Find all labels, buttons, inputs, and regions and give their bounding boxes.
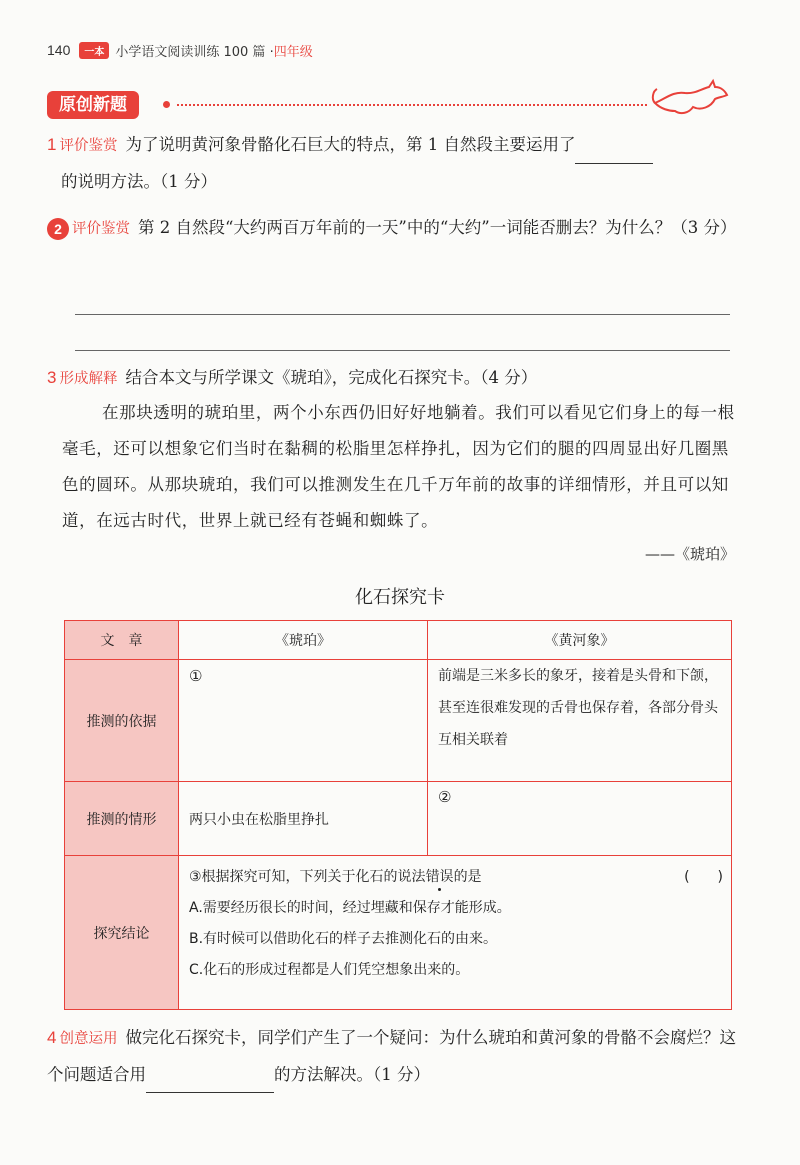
question-text-cont: 的说明方法。（1 分）	[61, 172, 217, 191]
question-2	[47, 210, 737, 247]
row-header: 探究结论	[65, 856, 179, 1010]
question-text: 做完化石探究卡，同学们产生了一个疑问：为什么琥珀和黄河象的骨骼不会腐烂？这个问题适合用	[47, 1028, 736, 1084]
question-1	[47, 127, 737, 200]
banner-dot	[163, 101, 170, 108]
option-c: C.化石的形成过程都是人们凭空想象出来的。	[189, 962, 470, 978]
table-row	[65, 660, 732, 782]
table-row	[65, 856, 732, 1010]
passage-text: 在那块透明的琥珀里，两个小东西仍旧好好地躺着。我们可以看见它们身上的每一根毫毛，还可以想象它们当时在黏稠的松脂里怎样挣扎，因为它们的腿的四周显出好几圈黑色的圆环。从那块琥珀，我们可以推测发生在几千万年前的故事的详细情形，并且可以知道，在远古时代，世界上就已经有苍蝇和蜘蛛了。	[62, 403, 735, 530]
question-3	[47, 360, 737, 397]
answer-line[interactable]	[75, 314, 730, 315]
grade-label: 四年级	[273, 44, 313, 60]
section-banner	[47, 91, 737, 121]
question-tag: 创意运用	[59, 1031, 118, 1047]
choice-question: ③根据探究可知，下列关于化石的说法错误的是 ( )	[189, 862, 721, 893]
answer-parenthesis[interactable]: ( )	[684, 869, 723, 885]
answer-cell-2[interactable]: ②	[428, 782, 732, 856]
answer-line[interactable]	[75, 350, 730, 351]
section-title: 原创新题	[47, 91, 139, 119]
page-number: 140	[47, 42, 71, 58]
series-title: 小学语文阅读训练 100 篇 ·	[115, 44, 274, 60]
question-text: 结合本文与所学课文《琥珀》，完成化石探究卡。（4 分）	[125, 368, 538, 387]
hot-question-badge: 2	[47, 218, 69, 240]
question-4	[47, 1020, 737, 1093]
table-row	[65, 782, 732, 856]
banner-dotted-line	[177, 104, 647, 106]
question-text: 第 2 自然段“大约两百万年前的一天”中的“大约”一词能否删去？为什么？（3 分）	[138, 218, 737, 237]
question-text-cont: 的方法解决。（1 分）	[274, 1065, 430, 1084]
row-header: 推测的依据	[65, 660, 179, 782]
question-number: 4	[47, 1028, 57, 1047]
conclusion-cell	[179, 856, 732, 1010]
card-title: 化石探究卡	[355, 587, 445, 608]
column-header: 《琥珀》	[179, 621, 428, 660]
table-cell: 前端是三米多长的象牙，接着是头骨和下颌，甚至连很难发现的舌骨也保存着，各部分骨头互相关联着	[428, 660, 732, 782]
leaping-cat-icon	[651, 77, 731, 117]
question-tag: 评价鉴赏	[72, 221, 130, 237]
question-text: 为了说明黄河象骨骼化石巨大的特点，第 1 自然段主要运用了	[125, 135, 576, 154]
answer-blank[interactable]	[146, 1072, 274, 1093]
option-a: A.需要经历很长的时间，经过埋藏和保存才能形成。	[189, 900, 511, 916]
table-cell: 两只小虫在松脂里挣扎	[179, 782, 428, 856]
answer-cell-1[interactable]: ①	[179, 660, 428, 782]
column-header: 《黄河象》	[428, 621, 732, 660]
option-b: B.有时候可以借助化石的样子去推测化石的由来。	[189, 931, 498, 947]
question-number: 3	[47, 368, 57, 387]
column-header: 文 章	[65, 621, 179, 660]
table-header-row	[65, 621, 732, 660]
page-header	[47, 40, 313, 60]
emphasis-word: 错误	[425, 869, 454, 885]
answer-blank[interactable]	[575, 143, 653, 164]
brand-logo: 一本	[79, 42, 109, 59]
question-number: 1	[47, 135, 57, 154]
question-tag: 评价鉴赏	[59, 138, 118, 154]
passage-source: ——《琥珀》	[644, 545, 735, 563]
fossil-research-card	[64, 620, 732, 1010]
row-header: 推测的情形	[65, 782, 179, 856]
question-tag: 形成解释	[59, 371, 118, 387]
